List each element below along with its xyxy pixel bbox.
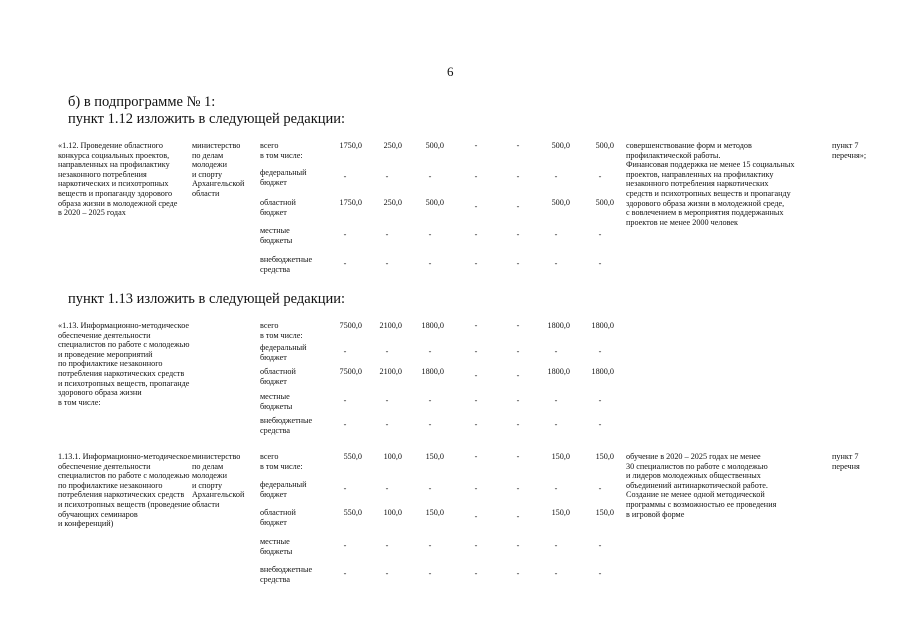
funding-value: - xyxy=(598,259,602,268)
funding-value: - xyxy=(598,230,602,239)
funding-value: - xyxy=(516,541,520,550)
funding-value: - xyxy=(385,230,389,239)
funding-value: 250,0 xyxy=(383,198,402,207)
funding-value: 100,0 xyxy=(383,508,402,517)
funding-value: 1800,0 xyxy=(421,321,444,330)
funding-value: - xyxy=(516,452,520,461)
funding-value: - xyxy=(598,420,602,429)
funding-value: 1750,0 xyxy=(339,141,362,150)
funding-value: 250,0 xyxy=(383,141,402,150)
funding-value: 550,0 xyxy=(343,508,362,517)
funding-value: - xyxy=(385,569,389,578)
funding-value: 1800,0 xyxy=(547,367,570,376)
item-1-13-1-executor: министерство по делам молодежи и спорту Архангельской области xyxy=(192,452,245,509)
funding-value: - xyxy=(474,484,478,493)
funding-value: - xyxy=(554,347,558,356)
funding-value: - xyxy=(474,396,478,405)
heading-item-1-13: пункт 1.13 изложить в следующей редакции: xyxy=(68,291,346,307)
funding-value: - xyxy=(474,259,478,268)
funding-source-label: всего в том числе: xyxy=(260,321,303,340)
funding-value: - xyxy=(598,172,602,181)
funding-value: 150,0 xyxy=(595,508,614,517)
item-1-12-result: совершенствование форм и методов профилактической работы. Финансовая поддержка не менее 15 социальных проектов, направленных на профилактику незаконного потребления наркотических средств и психотропных веществ и пропаганду здорового образа жизни в молодежной среде, с вовлечением в мероприятия поддержанных проектов не менее 2000 человек xyxy=(626,141,795,227)
funding-value: - xyxy=(385,259,389,268)
funding-source-label: внебюджетные средства xyxy=(260,416,313,435)
funding-value: 500,0 xyxy=(551,141,570,150)
item-1-12-executor: министерство по делам молодежи и спорту Архангельской области xyxy=(192,141,245,198)
funding-value: - xyxy=(343,259,347,268)
funding-value: - xyxy=(474,172,478,181)
funding-value: - xyxy=(554,230,558,239)
funding-value: - xyxy=(516,259,520,268)
funding-source-label: федеральный бюджет xyxy=(260,168,307,187)
funding-value: - xyxy=(474,230,478,239)
funding-value: - xyxy=(516,202,520,211)
funding-value: - xyxy=(474,371,478,380)
funding-value: - xyxy=(474,141,478,150)
funding-value: - xyxy=(474,347,478,356)
funding-value: 500,0 xyxy=(425,141,444,150)
funding-value: 500,0 xyxy=(551,198,570,207)
funding-source-label: всего в том числе: xyxy=(260,141,303,160)
funding-value: - xyxy=(385,484,389,493)
item-1-12-name: «1.12. Проведение областного конкурса социальных проектов, направленных на профилактику незаконного потребления наркотических и психотропных веществ и пропаганду здорового образа жизни в молодежной среде в 2020 – 2025 годах xyxy=(58,141,178,218)
funding-source-label: всего в том числе: xyxy=(260,452,303,471)
funding-value: 1800,0 xyxy=(547,321,570,330)
funding-value: - xyxy=(474,512,478,521)
funding-value: - xyxy=(428,420,432,429)
funding-value: - xyxy=(343,569,347,578)
funding-value: - xyxy=(428,484,432,493)
funding-value: 150,0 xyxy=(425,508,444,517)
funding-value: - xyxy=(516,321,520,330)
funding-value: - xyxy=(598,347,602,356)
funding-value: - xyxy=(516,512,520,521)
funding-value: - xyxy=(428,230,432,239)
funding-value: - xyxy=(516,172,520,181)
funding-value: - xyxy=(385,396,389,405)
funding-value: 1800,0 xyxy=(591,321,614,330)
funding-value: - xyxy=(428,172,432,181)
item-1-13-1-name: 1.13.1. Информационно-методическое обеспечение деятельности специалистов по работе с молодежью по профилактике незаконного потребления наркотических средств и психотропных веществ (проведение обучающих семинаров и конференций) xyxy=(58,452,192,529)
funding-value: - xyxy=(385,172,389,181)
funding-value: 1750,0 xyxy=(339,198,362,207)
funding-value: - xyxy=(598,541,602,550)
funding-value: - xyxy=(428,259,432,268)
funding-value: 7500,0 xyxy=(339,321,362,330)
funding-value: - xyxy=(428,347,432,356)
funding-source-label: внебюджетные средства xyxy=(260,255,313,274)
funding-value: - xyxy=(343,347,347,356)
funding-value: - xyxy=(516,569,520,578)
funding-value: 1800,0 xyxy=(421,367,444,376)
heading-item-1-12: пункт 1.12 изложить в следующей редакции: xyxy=(68,111,346,127)
funding-value: 550,0 xyxy=(343,452,362,461)
funding-value: - xyxy=(516,396,520,405)
funding-value: - xyxy=(554,569,558,578)
funding-value: - xyxy=(385,420,389,429)
funding-source-label: областной бюджет xyxy=(260,367,296,386)
funding-value: 7500,0 xyxy=(339,367,362,376)
funding-value: - xyxy=(343,484,347,493)
subprogram-line: б) в подпрограмме № 1: xyxy=(68,94,216,110)
funding-value: - xyxy=(516,347,520,356)
funding-source-label: внебюджетные средства xyxy=(260,565,313,584)
funding-value: 150,0 xyxy=(551,452,570,461)
funding-value: - xyxy=(516,141,520,150)
funding-value: - xyxy=(343,230,347,239)
item-1-13-1-result: обучение в 2020 – 2025 годах не менее 30 специалистов по работе с молодежью и лидеров молодежных общественных объединений антинаркотической работе. Создание не менее одной методической программы с возможностью ее проведения в игровой форме xyxy=(626,452,777,519)
funding-value: - xyxy=(554,172,558,181)
funding-value: - xyxy=(428,569,432,578)
funding-value: - xyxy=(516,420,520,429)
funding-value: - xyxy=(428,396,432,405)
funding-source-label: федеральный бюджет xyxy=(260,343,307,362)
funding-value: 150,0 xyxy=(425,452,444,461)
funding-value: - xyxy=(428,541,432,550)
funding-value: - xyxy=(474,321,478,330)
funding-value: 500,0 xyxy=(425,198,444,207)
funding-value: 500,0 xyxy=(595,198,614,207)
funding-value: 2100,0 xyxy=(379,367,402,376)
funding-value: 150,0 xyxy=(551,508,570,517)
funding-value: 100,0 xyxy=(383,452,402,461)
funding-value: - xyxy=(343,172,347,181)
funding-value: - xyxy=(474,569,478,578)
item-1-13-1-ref: пункт 7 перечня xyxy=(832,452,860,471)
funding-value: 150,0 xyxy=(595,452,614,461)
funding-value: 1800,0 xyxy=(591,367,614,376)
funding-source-label: местные бюджеты xyxy=(260,537,293,556)
funding-value: - xyxy=(598,396,602,405)
funding-value: - xyxy=(516,371,520,380)
funding-value: - xyxy=(385,347,389,356)
funding-value: - xyxy=(598,569,602,578)
funding-value: - xyxy=(516,484,520,493)
funding-value: 2100,0 xyxy=(379,321,402,330)
funding-value: - xyxy=(343,420,347,429)
funding-value: - xyxy=(554,420,558,429)
funding-value: 500,0 xyxy=(595,141,614,150)
funding-value: - xyxy=(554,259,558,268)
funding-value: - xyxy=(385,541,389,550)
funding-source-label: местные бюджеты xyxy=(260,226,293,245)
funding-source-label: областной бюджет xyxy=(260,508,296,527)
page-number: 6 xyxy=(447,64,454,79)
funding-value: - xyxy=(554,484,558,493)
funding-value: - xyxy=(474,452,478,461)
item-1-13-name: «1.13. Информационно-методическое обеспечение деятельности специалистов по работе с молодежью и проведение мероприятий по профилактике незаконного потребления наркотических средств и психотропных веществ, пропаганде здорового образа жизни в том числе: xyxy=(58,321,190,407)
funding-value: - xyxy=(554,396,558,405)
funding-source-label: местные бюджеты xyxy=(260,392,293,411)
funding-source-label: федеральный бюджет xyxy=(260,480,307,499)
funding-source-label: областной бюджет xyxy=(260,198,296,217)
funding-value: - xyxy=(474,541,478,550)
funding-value: - xyxy=(474,202,478,211)
funding-value: - xyxy=(598,484,602,493)
funding-value: - xyxy=(474,420,478,429)
funding-value: - xyxy=(554,541,558,550)
funding-value: - xyxy=(343,396,347,405)
item-1-12-ref: пункт 7 перечня»; xyxy=(832,141,867,160)
funding-value: - xyxy=(516,230,520,239)
funding-value: - xyxy=(343,541,347,550)
